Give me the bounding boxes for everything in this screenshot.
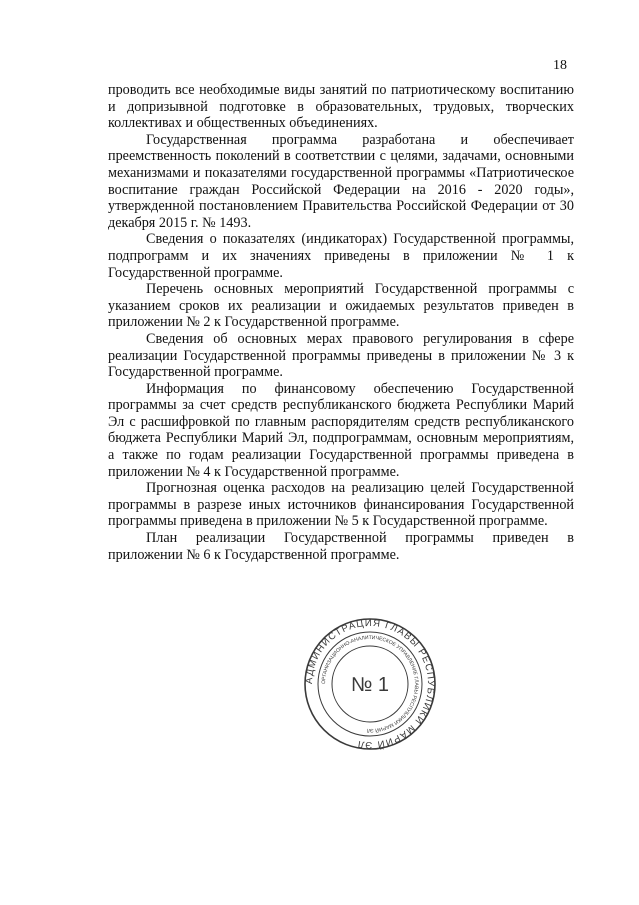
- stamp-seal-icon: [303, 617, 437, 751]
- document-body: [108, 82, 574, 563]
- page-number: 18: [553, 58, 567, 73]
- paragraph: Государственная программа разработана и обеспечивает преемственность поколений в соответствии с целями, задачами, основными механизмами и показателями государственной программы «Патриотическое воспитание граждан Российской Федерации на 2016 - 2020 годы», утвержденной постановлением Правительства Российской Федерации от 30 декабря 2015 г. № 1493.: [108, 131, 574, 231]
- paragraph: Информация по финансовому обеспечению Государственной программы за счет средств республиканского бюджета Республики Марий Эл с расшифровкой по главным распорядителям средств республиканского бюджета Республики Марий Эл, подпрограммам, основным мероприятиям, а также по годам реализации Государственной программы приведена в приложении № 4 к Государственной программе.: [108, 380, 574, 480]
- paragraph: Перечень основных мероприятий Государственной программы с указанием сроков их реализации и ожидаемых результатов приведен в приложении № 2 к Государственной программе.: [108, 281, 574, 331]
- paragraph: проводить все необходимые виды занятий по патриотическому воспитанию и допризывной подготовке в образовательных, трудовых, творческих коллективах и общественных объединениях.: [108, 82, 574, 132]
- stamp-outer-text: АДМИНИСТРАЦИЯ ГЛАВЫ РЕСПУБЛИКИ МАРИЙ ЭЛ: [303, 617, 437, 751]
- paragraph: Сведения о показателях (индикаторах) Государственной программы, подпрограмм и их значениях приведены в приложении № 1 к Государственной программе.: [108, 231, 574, 281]
- stamp-inner-text: ОРГАНИЗАЦИОННО-АНАЛИТИЧЕСКОЕ УПРАВЛЕНИЕ ГЛАВЫ РЕСПУБЛИКИ МАРИЙ ЭЛ: [320, 634, 420, 734]
- stamp-center-number: № 1: [350, 674, 390, 696]
- paragraph: Прогнозная оценка расходов на реализацию целей Государственной программы в разрезе иных источников финансирования Государственной программы приведена в приложении № 5 к Государственной программе.: [108, 480, 574, 530]
- paragraph: План реализации Государственной программы приведен в приложении № 6 к Государственной программе.: [108, 530, 574, 563]
- paragraph: Сведения об основных мерах правового регулирования в сфере реализации Государственной программы приведены в приложении № 3 к Государственной программе.: [108, 330, 574, 381]
- official-stamp: [303, 617, 437, 751]
